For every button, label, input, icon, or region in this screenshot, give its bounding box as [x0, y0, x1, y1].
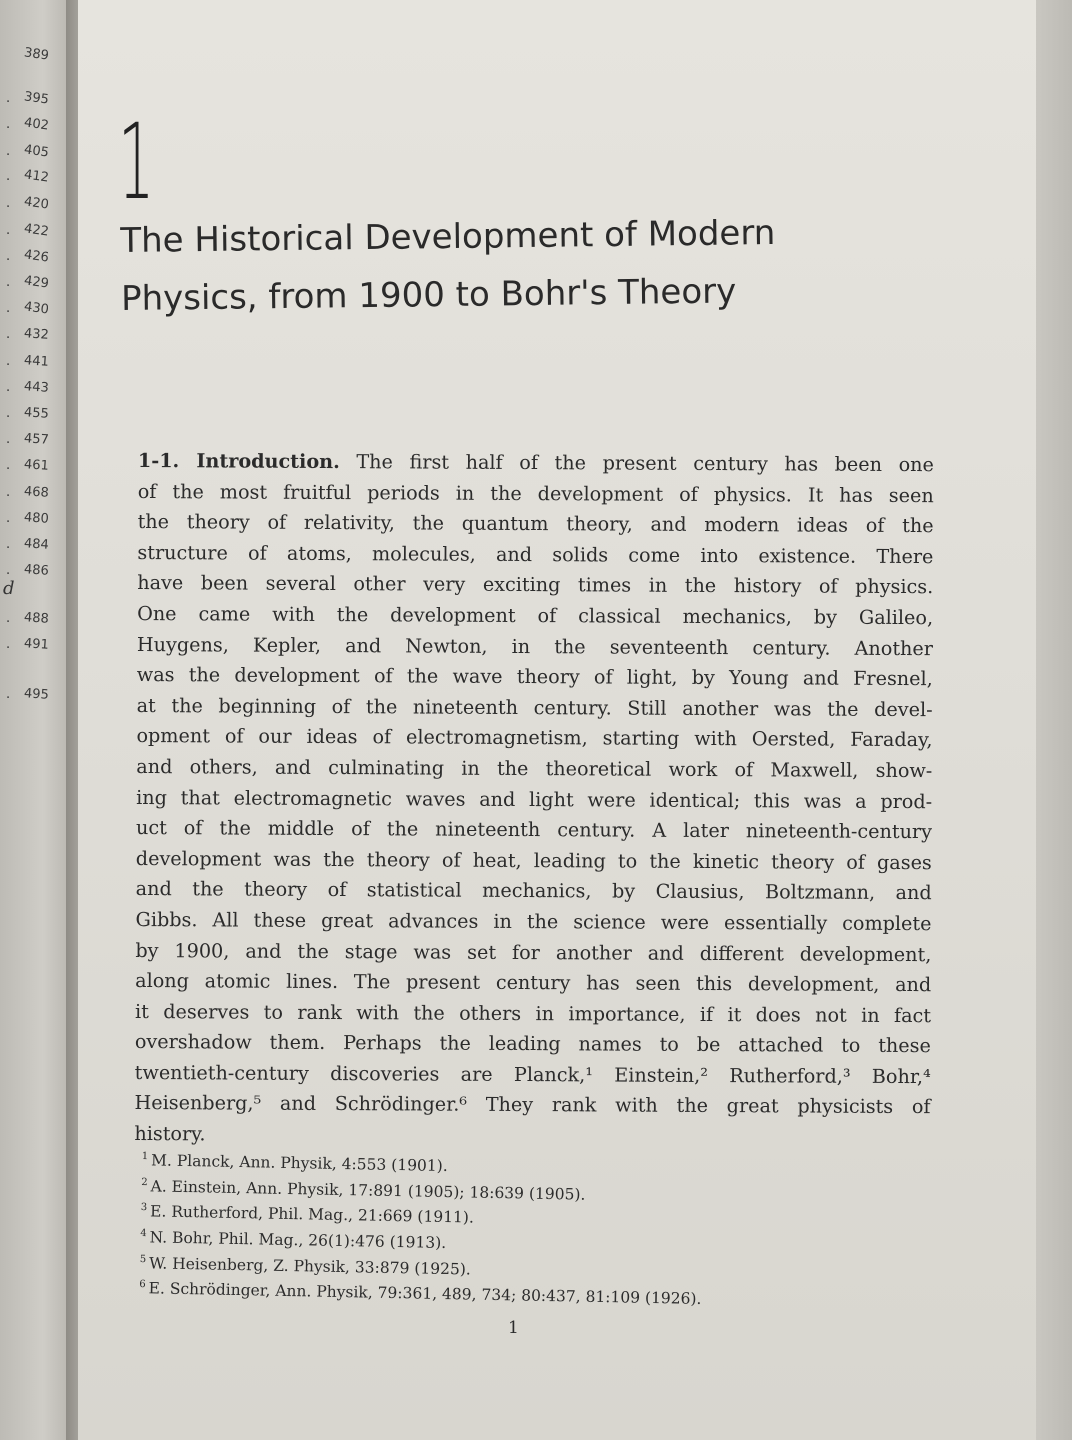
- text-line: overshadow them. Perhaps the leading names to be attached to these: [134, 1030, 931, 1058]
- margin-dot: .: [6, 327, 11, 342]
- margin-dot: .: [6, 458, 11, 473]
- text-line: Gibbs. All these great advances in the science were essentially complete: [135, 907, 932, 936]
- margin-dot: .: [6, 91, 11, 106]
- footnote-mark: 1: [141, 1150, 149, 1163]
- footnote-text: N. Bohr, Phil. Mag., 26(1):476 (1913).: [149, 1228, 447, 1252]
- footnote-text: W. Heisenberg, Z. Physik, 33:879 (1925).: [148, 1253, 471, 1279]
- margin-dot: .: [6, 275, 11, 290]
- text-line: Huygens, Kepler, and Newton, in the seventeenth century. Another: [136, 632, 934, 660]
- text-line: along atomic lines. The present century has seen this development, and: [135, 969, 932, 997]
- text-line: One came with the development of classical mechanics, by Galileo,: [137, 601, 934, 630]
- text-line: opment of our ideas of electromagnetism, starting with Oersted, Faraday,: [136, 724, 933, 752]
- margin-number: 405: [23, 142, 50, 161]
- footnote-text: E. Rutherford, Phil. Mag., 21:669 (1911).: [149, 1202, 475, 1227]
- text-line: and others, and culminating in the theoretical work of Maxwell, show-: [136, 754, 933, 783]
- footnote-text: E. Schrödinger, Ann. Physik, 79:361, 489, 734; 80:437, 81:109 (1926).: [148, 1279, 702, 1309]
- margin-number: 430: [23, 299, 50, 318]
- text-line: twentieth-century discoveries are Planck,¹ Einstein,² Rutherford,³ Bohr,⁴: [134, 1060, 931, 1089]
- page-number: 1: [508, 1318, 519, 1338]
- text-line: structure of atoms, molecules, and solids come into existence. There: [137, 540, 934, 568]
- footnote-text: M. Planck, Ann. Physik, 4:553 (1901).: [150, 1151, 448, 1176]
- margin-number: 457: [23, 431, 50, 448]
- text-line: ing that electromagnetic waves and light were identical; this was a prod-: [136, 785, 933, 813]
- margin-dot: .: [6, 223, 11, 238]
- chapter-title: [120, 203, 881, 328]
- text-line: by 1900, and the stage was set for another and different development,: [135, 938, 932, 966]
- margin-number: 461: [23, 457, 50, 474]
- text-line: uct of the middle of the nineteenth century. A later nineteenth-century: [135, 816, 933, 844]
- margin-number: 412: [23, 167, 50, 186]
- text-line: it deserves to rank with the others in importance, if it does not in fact: [134, 999, 932, 1027]
- margin-dot: .: [6, 249, 11, 264]
- margin-dot: .: [6, 169, 11, 184]
- footnotes: [139, 1146, 842, 1313]
- body-paragraph: [134, 446, 934, 1154]
- margin-number: 480: [23, 510, 50, 527]
- footnote-mark: 5: [139, 1253, 147, 1265]
- margin-dot: .: [6, 687, 11, 702]
- margin-dot: .: [6, 380, 11, 395]
- margin-number: 429: [23, 273, 50, 292]
- margin-number: 402: [23, 115, 50, 134]
- text-line: [138, 446, 934, 481]
- text-line: history.: [134, 1122, 206, 1146]
- margin-number: 389: [23, 45, 50, 64]
- text-line: at the beginning of the nineteenth century. Still another was the devel-: [136, 693, 933, 721]
- margin-number: 432: [23, 326, 50, 343]
- text-line: of the most fruitful periods in the development of physics. It has seen: [137, 479, 934, 507]
- margin-number: 441: [23, 353, 50, 370]
- margin-number: 420: [23, 194, 50, 213]
- margin-dot: .: [6, 637, 11, 652]
- margin-number: 468: [23, 484, 50, 501]
- page-edge-shadow: [1036, 0, 1072, 1440]
- margin-dot: .: [6, 301, 11, 316]
- margin-number: 495: [23, 686, 50, 703]
- chapter-title-line-2: Physics, from 1900 to Bohr's Theory: [120, 271, 737, 319]
- margin-dot: .: [6, 563, 11, 578]
- margin-number: 395: [23, 89, 50, 108]
- footnote-text: A. Einstein, Ann. Physik, 17:891 (1905); 18:639 (1905).: [150, 1176, 586, 1204]
- margin-number: 455: [23, 405, 50, 422]
- text-line: development was the theory of heat, leading to the kinetic theory of gases: [135, 846, 932, 874]
- text-line: and the theory of statistical mechanics, by Clausius, Boltzmann, and: [135, 877, 932, 905]
- text-line: was the development of the wave theory of light, by Young and Fresnel,: [136, 663, 933, 691]
- footnote-mark: 3: [140, 1202, 148, 1214]
- margin-dot: .: [6, 354, 11, 369]
- chapter-number: 1: [118, 101, 155, 223]
- text-line: have been several other very exciting times in the history of physics.: [137, 571, 934, 599]
- margin-number: 491: [23, 636, 50, 653]
- margin-dot: .: [6, 485, 11, 500]
- margin-dot: .: [6, 406, 11, 421]
- text-line: the theory of relativity, the quantum theory, and modern ideas of the: [137, 510, 934, 538]
- footnote-mark: 2: [141, 1176, 148, 1188]
- margin-dot: .: [6, 511, 11, 526]
- margin-number: 484: [23, 536, 50, 553]
- text-line-content: The first half of the present century has been one: [356, 450, 934, 477]
- chapter-title-line-1: The Historical Development of Modern: [120, 212, 776, 261]
- margin-number: 486: [23, 562, 50, 579]
- margin-number: 426: [23, 247, 50, 266]
- margin-number: 488: [23, 610, 50, 627]
- margin-number: 422: [23, 221, 50, 240]
- margin-letter: d: [3, 578, 15, 599]
- footnote-mark: 6: [139, 1279, 146, 1291]
- margin-dot: .: [6, 144, 11, 159]
- text-line: Heisenberg,⁵ and Schrödinger.⁶ They rank with the great physicists of: [134, 1091, 931, 1119]
- margin-dot: .: [6, 196, 11, 211]
- margin-number: 443: [23, 379, 50, 396]
- margin-dot: .: [6, 432, 11, 447]
- margin-dot: .: [6, 537, 11, 552]
- margin-dot: .: [6, 611, 11, 626]
- margin-dot: .: [6, 117, 11, 132]
- facing-page-index-numbers: [0, 0, 70, 1440]
- footnote-mark: 4: [140, 1227, 147, 1240]
- section-heading: 1-1. Introduction.: [137, 448, 340, 474]
